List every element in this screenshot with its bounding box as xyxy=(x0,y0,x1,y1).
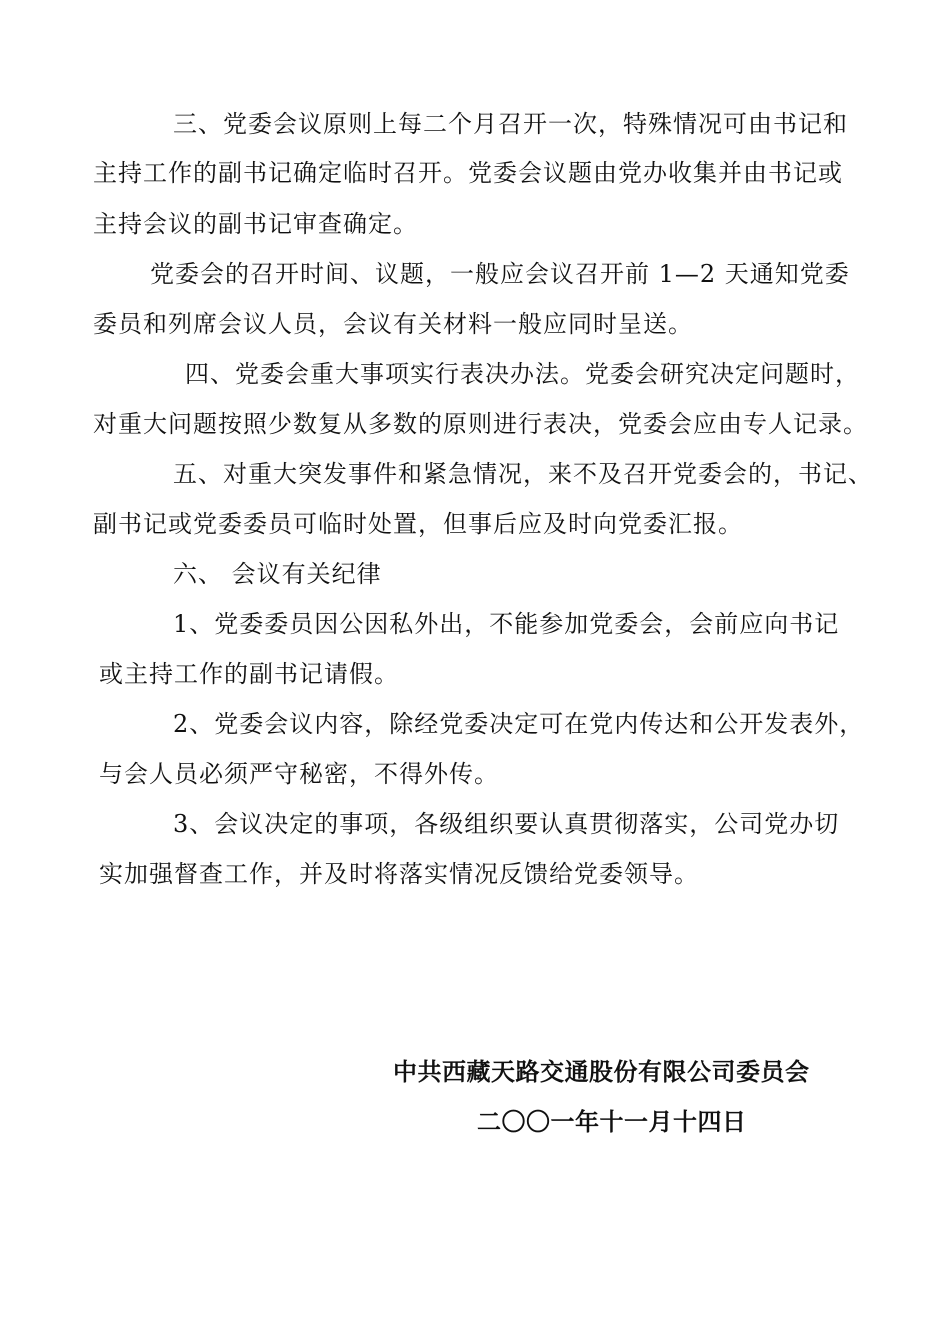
item-1-line-1: 1、党委委员因公因私外出，不能参加党委会，会前应向书记 xyxy=(173,610,840,638)
paragraph-5-line-1: 五、对重大突发事件和紧急情况，来不及召开党委会的，书记、 xyxy=(173,460,873,488)
paragraph-4-line-1: 四、党委会重大事项实行表决办法。党委会研究决定问题时， xyxy=(185,360,860,388)
item-2-line-2: 与会人员必须严守秘密，不得外传。 xyxy=(99,760,499,788)
signature-date: 二〇〇一年十一月十四日 xyxy=(477,1108,747,1136)
paragraph-3-line-1: 三、党委会议原则上每二个月召开一次，特殊情况可由书记和 xyxy=(173,110,848,138)
paragraph-4-line-2: 对重大问题按照少数复从多数的原则进行表决，党委会应由专人记录。 xyxy=(93,410,868,438)
item-3-line-2: 实加强督查工作，并及时将落实情况反馈给党委领导。 xyxy=(99,860,699,888)
signature-organization: 中共西藏天路交通股份有限公司委员会 xyxy=(393,1058,810,1086)
item-1-line-2: 或主持工作的副书记请假。 xyxy=(99,660,399,688)
item-2-line-1: 2、党委会议内容，除经党委决定可在党内传达和公开发表外， xyxy=(173,710,865,738)
section-6-heading: 六、 会议有关纪律 xyxy=(173,560,382,588)
paragraph-3-line-3: 主持会议的副书记审查确定。 xyxy=(93,210,418,238)
paragraph-3b-line-2: 委员和列席会议人员，会议有关材料一般应同时呈送。 xyxy=(93,310,693,338)
paragraph-3b-line-1: 党委会的召开时间、议题，一般应会议召开前 1—2 天通知党委 xyxy=(150,260,850,288)
paragraph-5-line-2: 副书记或党委委员可临时处置，但事后应及时向党委汇报。 xyxy=(93,510,743,538)
paragraph-3-line-2: 主持工作的副书记确定临时召开。党委会议题由党办收集并由书记或 xyxy=(93,159,843,187)
item-3-line-1: 3、会议决定的事项，各级组织要认真贯彻落实，公司党办切 xyxy=(173,810,840,838)
